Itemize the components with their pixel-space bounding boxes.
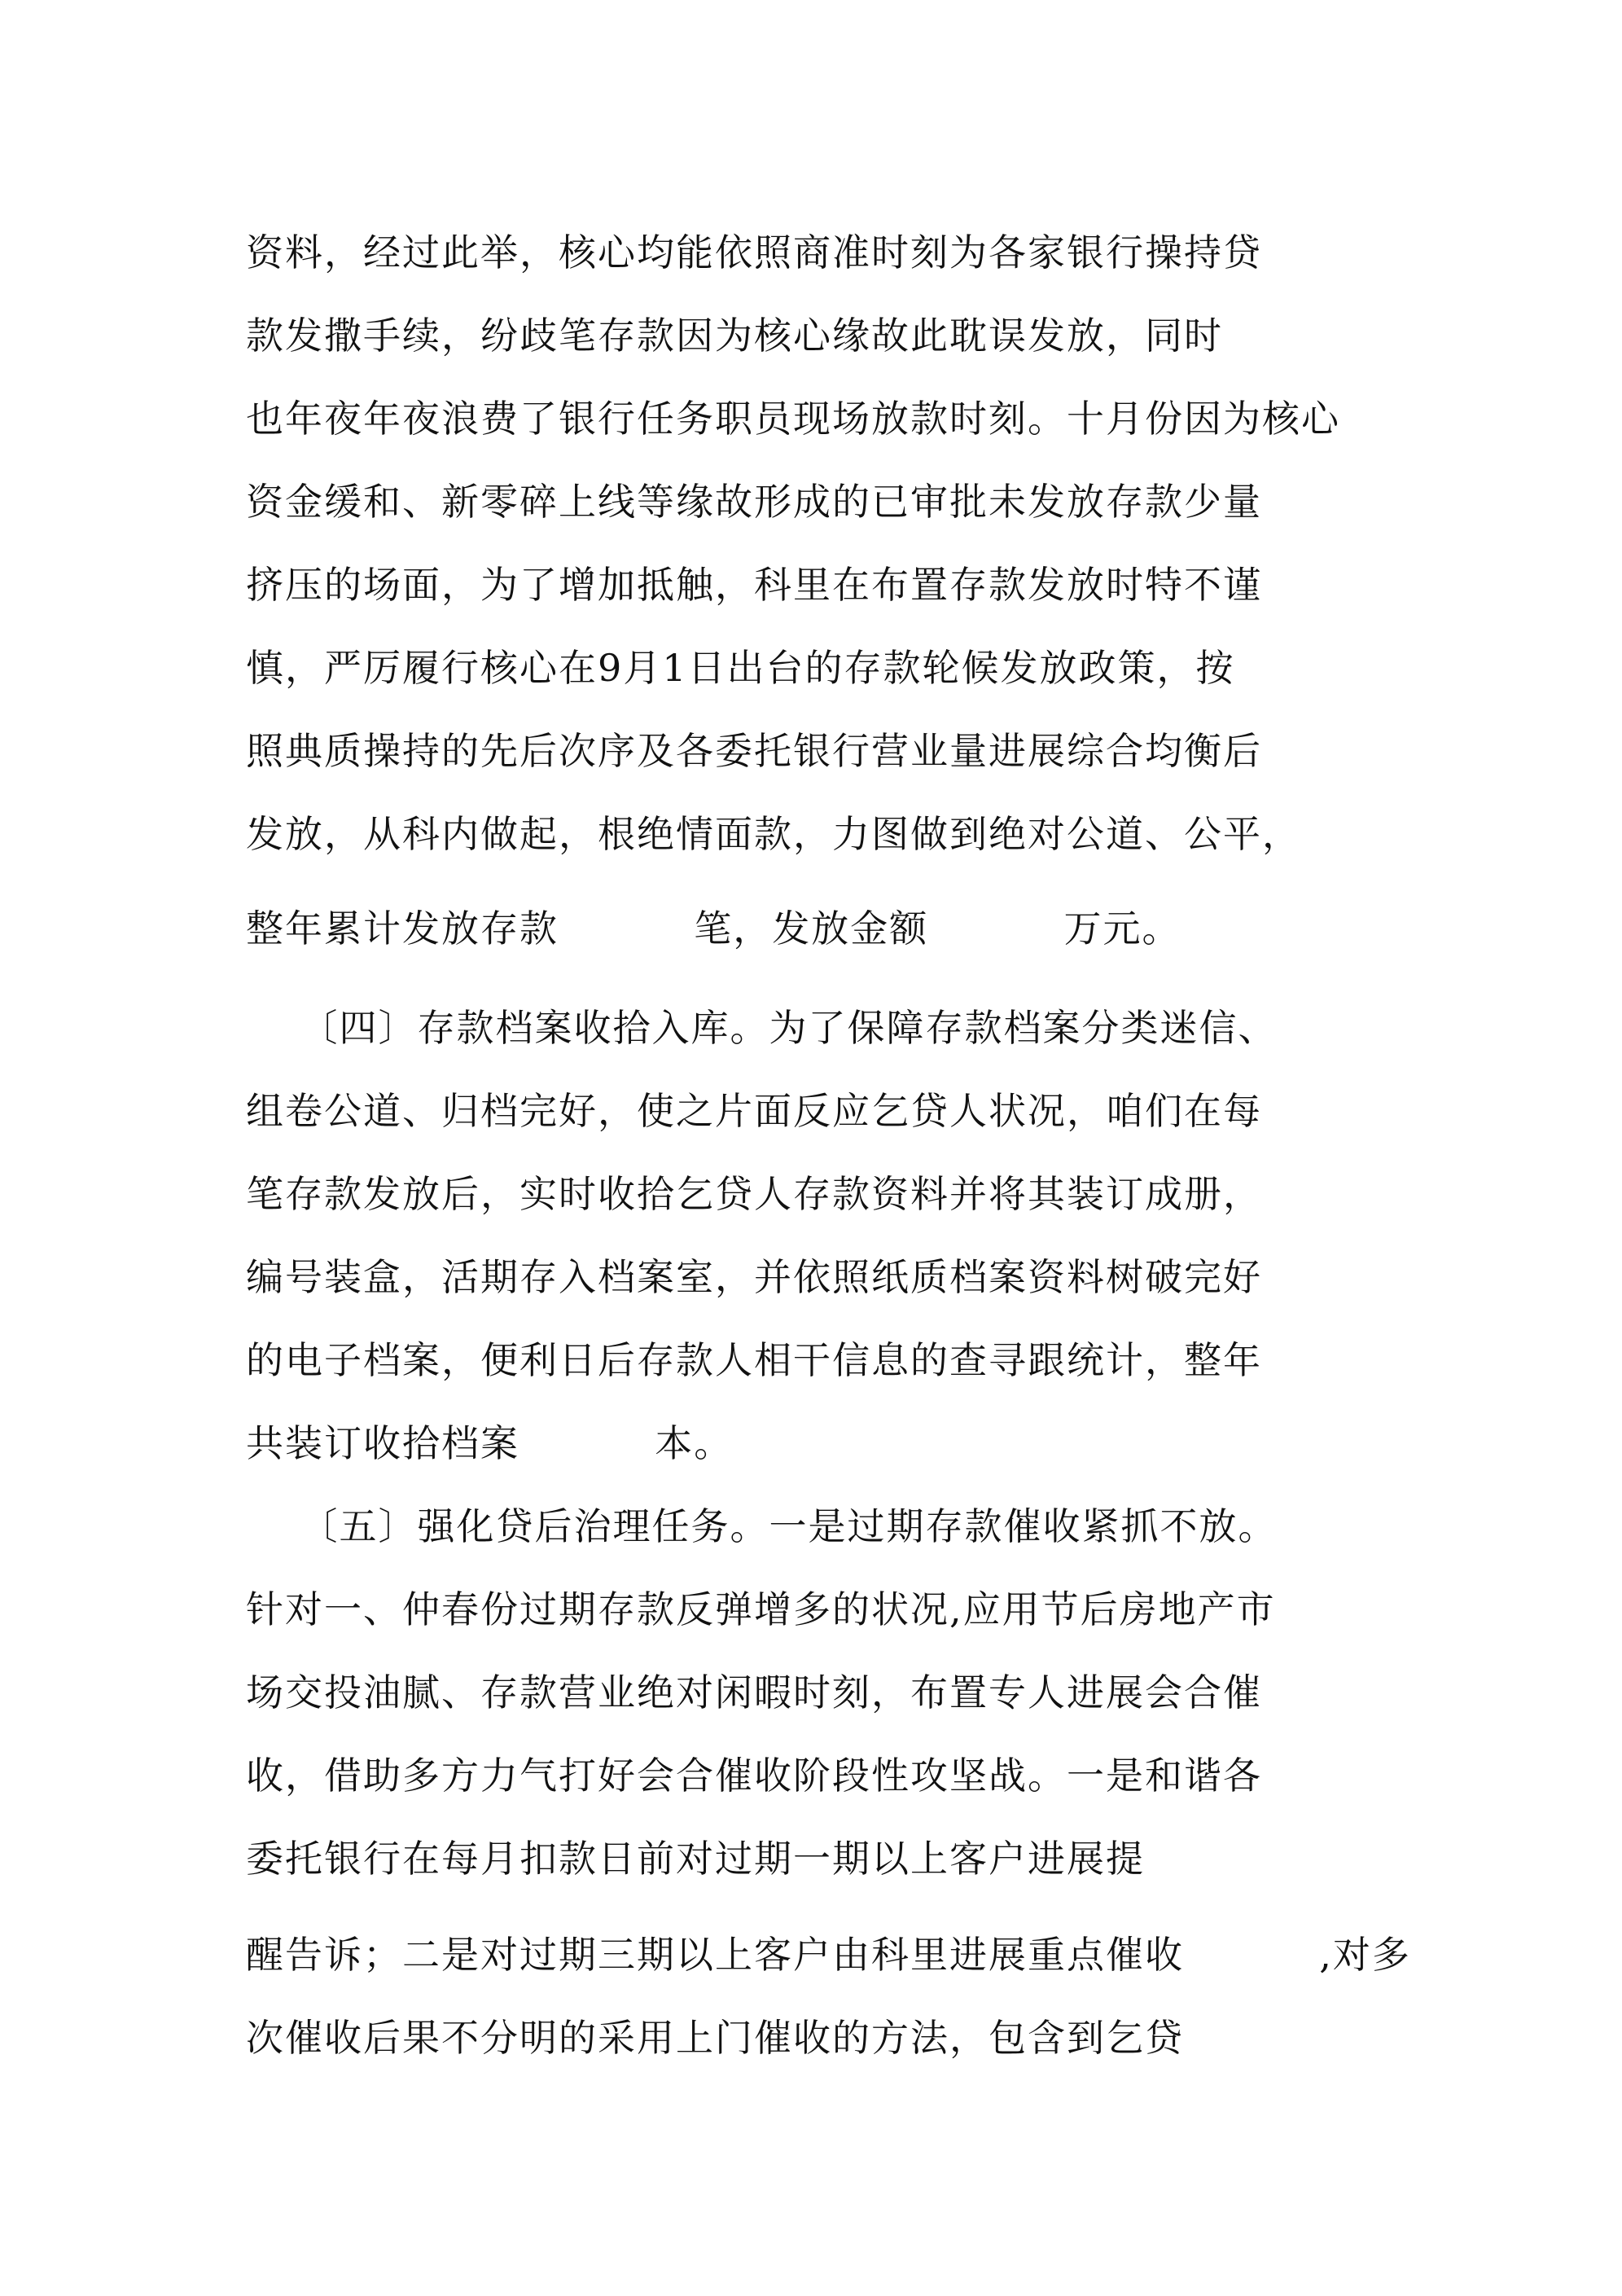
text-line: 委托银行在每月扣款日前对过期一期以上客户进展提 [246,1837,1145,1881]
text-line: 笔存款发放后，实时收拾乞贷人存款资料并将其装订成册， [246,1172,1262,1216]
text-line: 挤压的场面，为了增加抵触，科里在布置存款发放时特不谨 [246,563,1262,607]
text-line: 款发撒手续，纷歧笔存款因为核心缘故此耽误发放，同时 [246,314,1223,358]
text-line: 共装订收拾档案 本。 [246,1421,734,1465]
text-line: 针对一、仲春份过期存款反弹增多的状况,应用节后房地产市 [246,1587,1276,1631]
text-line: 资料，经过此举，核心均能依照商准时刻为各家银行操持贷 [246,230,1262,274]
text-line: 整年累计发放存款 笔，发放金额 万元。 [246,907,1181,950]
text-line: 场交投油腻、存款营业绝对闲暇时刻，布置专人进展会合催 [246,1670,1262,1714]
text-line: 编号装盒，活期存入档案室，并依照纸质档案资料树破完好 [246,1255,1262,1299]
text-line: 收，借助多方力气打好会合催收阶段性攻坚战。一是和谐各 [246,1754,1262,1798]
paragraph-heading-four: 〔四〕存款档案收拾入库。为了保障存款档案分类迷信、 [246,1006,1278,1050]
text-line: 也年夜年夜浪费了银行任务职员现场放款时刻。十月份因为核心 [246,397,1340,441]
text-line: 醒告诉；二是对过期三期以上客户由科里进展重点催收 ,对多 [246,1933,1411,1977]
text-line: 照典质操持的先后次序及各委托银行营业量进展综合均衡后 [246,729,1262,773]
paragraph-heading-five: 〔五〕强化贷后治理任务。一是过期存款催收紧抓不放。 [246,1504,1278,1548]
text-line: 的电子档案，便利日后存款人相干信息的查寻跟统计，整年 [246,1338,1262,1382]
text-line: 资金缓和、新零碎上线等缘故形成的已审批未发放存款少量 [246,480,1262,524]
text-line: 慎，严厉履行核心在9月1日出台的存款轮候发放政策，按 [246,646,1235,690]
text-line: 发放，从科内做起，根绝情面款，力图做到绝对公道、公平， [246,812,1301,856]
text-line: 次催收后果不分明的采用上门催收的方法，包含到乞贷 [246,2016,1184,2060]
text-line: 组卷公道、归档完好，使之片面反应乞贷人状况，咱们在每 [246,1089,1262,1133]
